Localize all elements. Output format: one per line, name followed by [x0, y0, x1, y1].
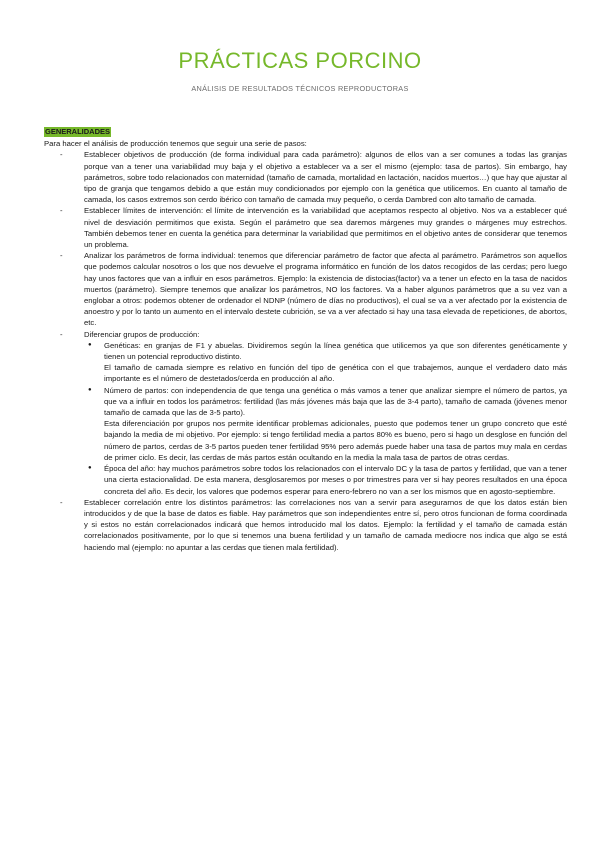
group-extra: Esta diferenciación por grupos nos permite identificar problemas adicionales, puesto que podemos tener un grupo concreto que esté bajando la media de mi objetivo. Por ejemplo: si tengo fertilidad media a partos 80% es bueno, pero si hago un desglose en función del número de partos, cerdas de 3-5 partos pueden tener fertilidad 95% pero además puede haber una tasa de partos muy mala en cerdas de primer ciclo. Es decir, las cerdas de más partos están ocultando en la media la mala tasa de partos de otras cerdas. [104, 419, 567, 462]
steps-list [44, 149, 567, 552]
page-title: PRÁCTICAS PORCINO [178, 48, 422, 73]
document-body [44, 126, 567, 553]
page-subtitle: ANÁLISIS DE RESULTADOS TÉCNICOS REPRODUCTORAS [191, 84, 409, 93]
list-item [104, 463, 567, 497]
list-item: - Establecer límites de intervención: el límite de intervención es la variabilidad que aceptamos respecto al objetivo. Nos va a establecer qué nivel de desviación permitimos que exista. Según el parámetro que sea daremos márgenes muy grandes o márgenes muy estrechos. También debemos tener en cuenta la genética para determinar la variabilidad que permitimos en el objetivo antes de considerar que tenemos un problema. [84, 205, 567, 250]
groups-list [84, 340, 567, 497]
list-item: - Establecer correlación entre los distintos parámetros: las correlaciones nos van a servir para asegurarnos de que los datos están bien introducidos y de que la base de datos es fiable. Hay parámetros que son independientes entre sí, pero otros funcionan de forma coordinada y si estos no están correlacionados indicará que hemos introducido mal los datos. Ejemplo: la fertilidad y el tamaño de camada están correlacionados positivamente, por lo que si tenemos una buena fertilidad y un tamaño de camada mediocre nos indica que algo se está haciendo mal (ejemplo: no apuntar a las cerdas que tienen mala fertilidad). [84, 497, 567, 553]
section-heading: GENERALIDADES [45, 127, 111, 136]
intro-paragraph: Para hacer el análisis de producción tenemos que seguir una serie de pasos: [44, 139, 307, 149]
group-extra: El tamaño de camada siempre es relativo en función del tipo de genética con el que trabajemos, aunque el verdadero dato más importante es el número de destetados/cerda en producción al año. [104, 363, 567, 384]
groups-label: Diferenciar grupos de producción: [84, 329, 200, 339]
list-item: - Establecer objetivos de producción (de forma individual para cada parámetro): algunos de ellos van a ser comunes a todas las granjas porque van a tener una variabilidad muy baja y el objetivo a establecer va a ser el mismo (ejemplo: tasa de partos). Sin embargo, hay parámetros, sobre todo relacionados con maternidad (tamaño de camada, mortalidad en lactación, nacidos muertos…) que hay que ajustar al tipo de granja que tengamos debido a que están muy condicionados por ejemplo con la genética que utilicemos. En cuanto al tamaño de camada, los casos extremos son cerdo ibérico con tamaño de camada muy pequeño, o cerda Dambred con alto tamaño de camada. [84, 149, 567, 205]
group-text: ● Número de partos: con independencia de que tenga una genética o más vamos a tener que analizar siempre el número de partos, ya que va a influir en todos los parámetros: fertilidad (las más jóvenes más baja que las de 3-4 parto), tamaño de camada (jóvenes menor tamaño de camada que las de 3-5 parto). [104, 385, 567, 418]
list-item [84, 329, 567, 497]
group-text: ● Genéticas: en granjas de F1 y abuelas. Dividiremos según la línea genética que utilicemos ya que son diferentes genéticamente y tienen un potencial reproductivo distinto. [104, 340, 567, 362]
list-item [104, 340, 567, 385]
list-item: - Analizar los parámetros de forma individual: tenemos que diferenciar parámetro de factor que afecta al parámetro. Parámetros son aquellos que podemos calcular nosotros o los que nos devuelve el programa informático en función de los datos recogidos de las cerdas; pero luego hay unos factores que van a influir en esos parámetros. Ejemplo: la existencia de distocias(factor) va a tener un efecto en la tasa de nacidos muertos (parámetro). Siempre tenemos que analizar los parámetros, NO los factores. Va a haber algunos parámetros que a su vez van a englobar a otros: podemos obtener de ordenador el NDNP (número de días no productivos), el cual se va a ver afectado por la existencia de anoestro y por lo tanto un aumento en el intervalo destete cubrición, se va a ver afectado si hay una tasa elevada de repeticiones, de abortos, etc. [84, 250, 567, 328]
group-text: ● Época del año: hay muchos parámetros sobre todos los relacionados con el intervalo DC y la tasa de partos y fertilidad, que van a tener una cierta estacionalidad. De esta manera, desglosaremos por meses o por trimestres para ver si hay peores resultados en una época concreta del año. Es decir, los valores que podemos esperar para enero-febrero no van a ser los mismos que en agosto-septiembre. [104, 464, 567, 496]
list-item [104, 385, 567, 463]
